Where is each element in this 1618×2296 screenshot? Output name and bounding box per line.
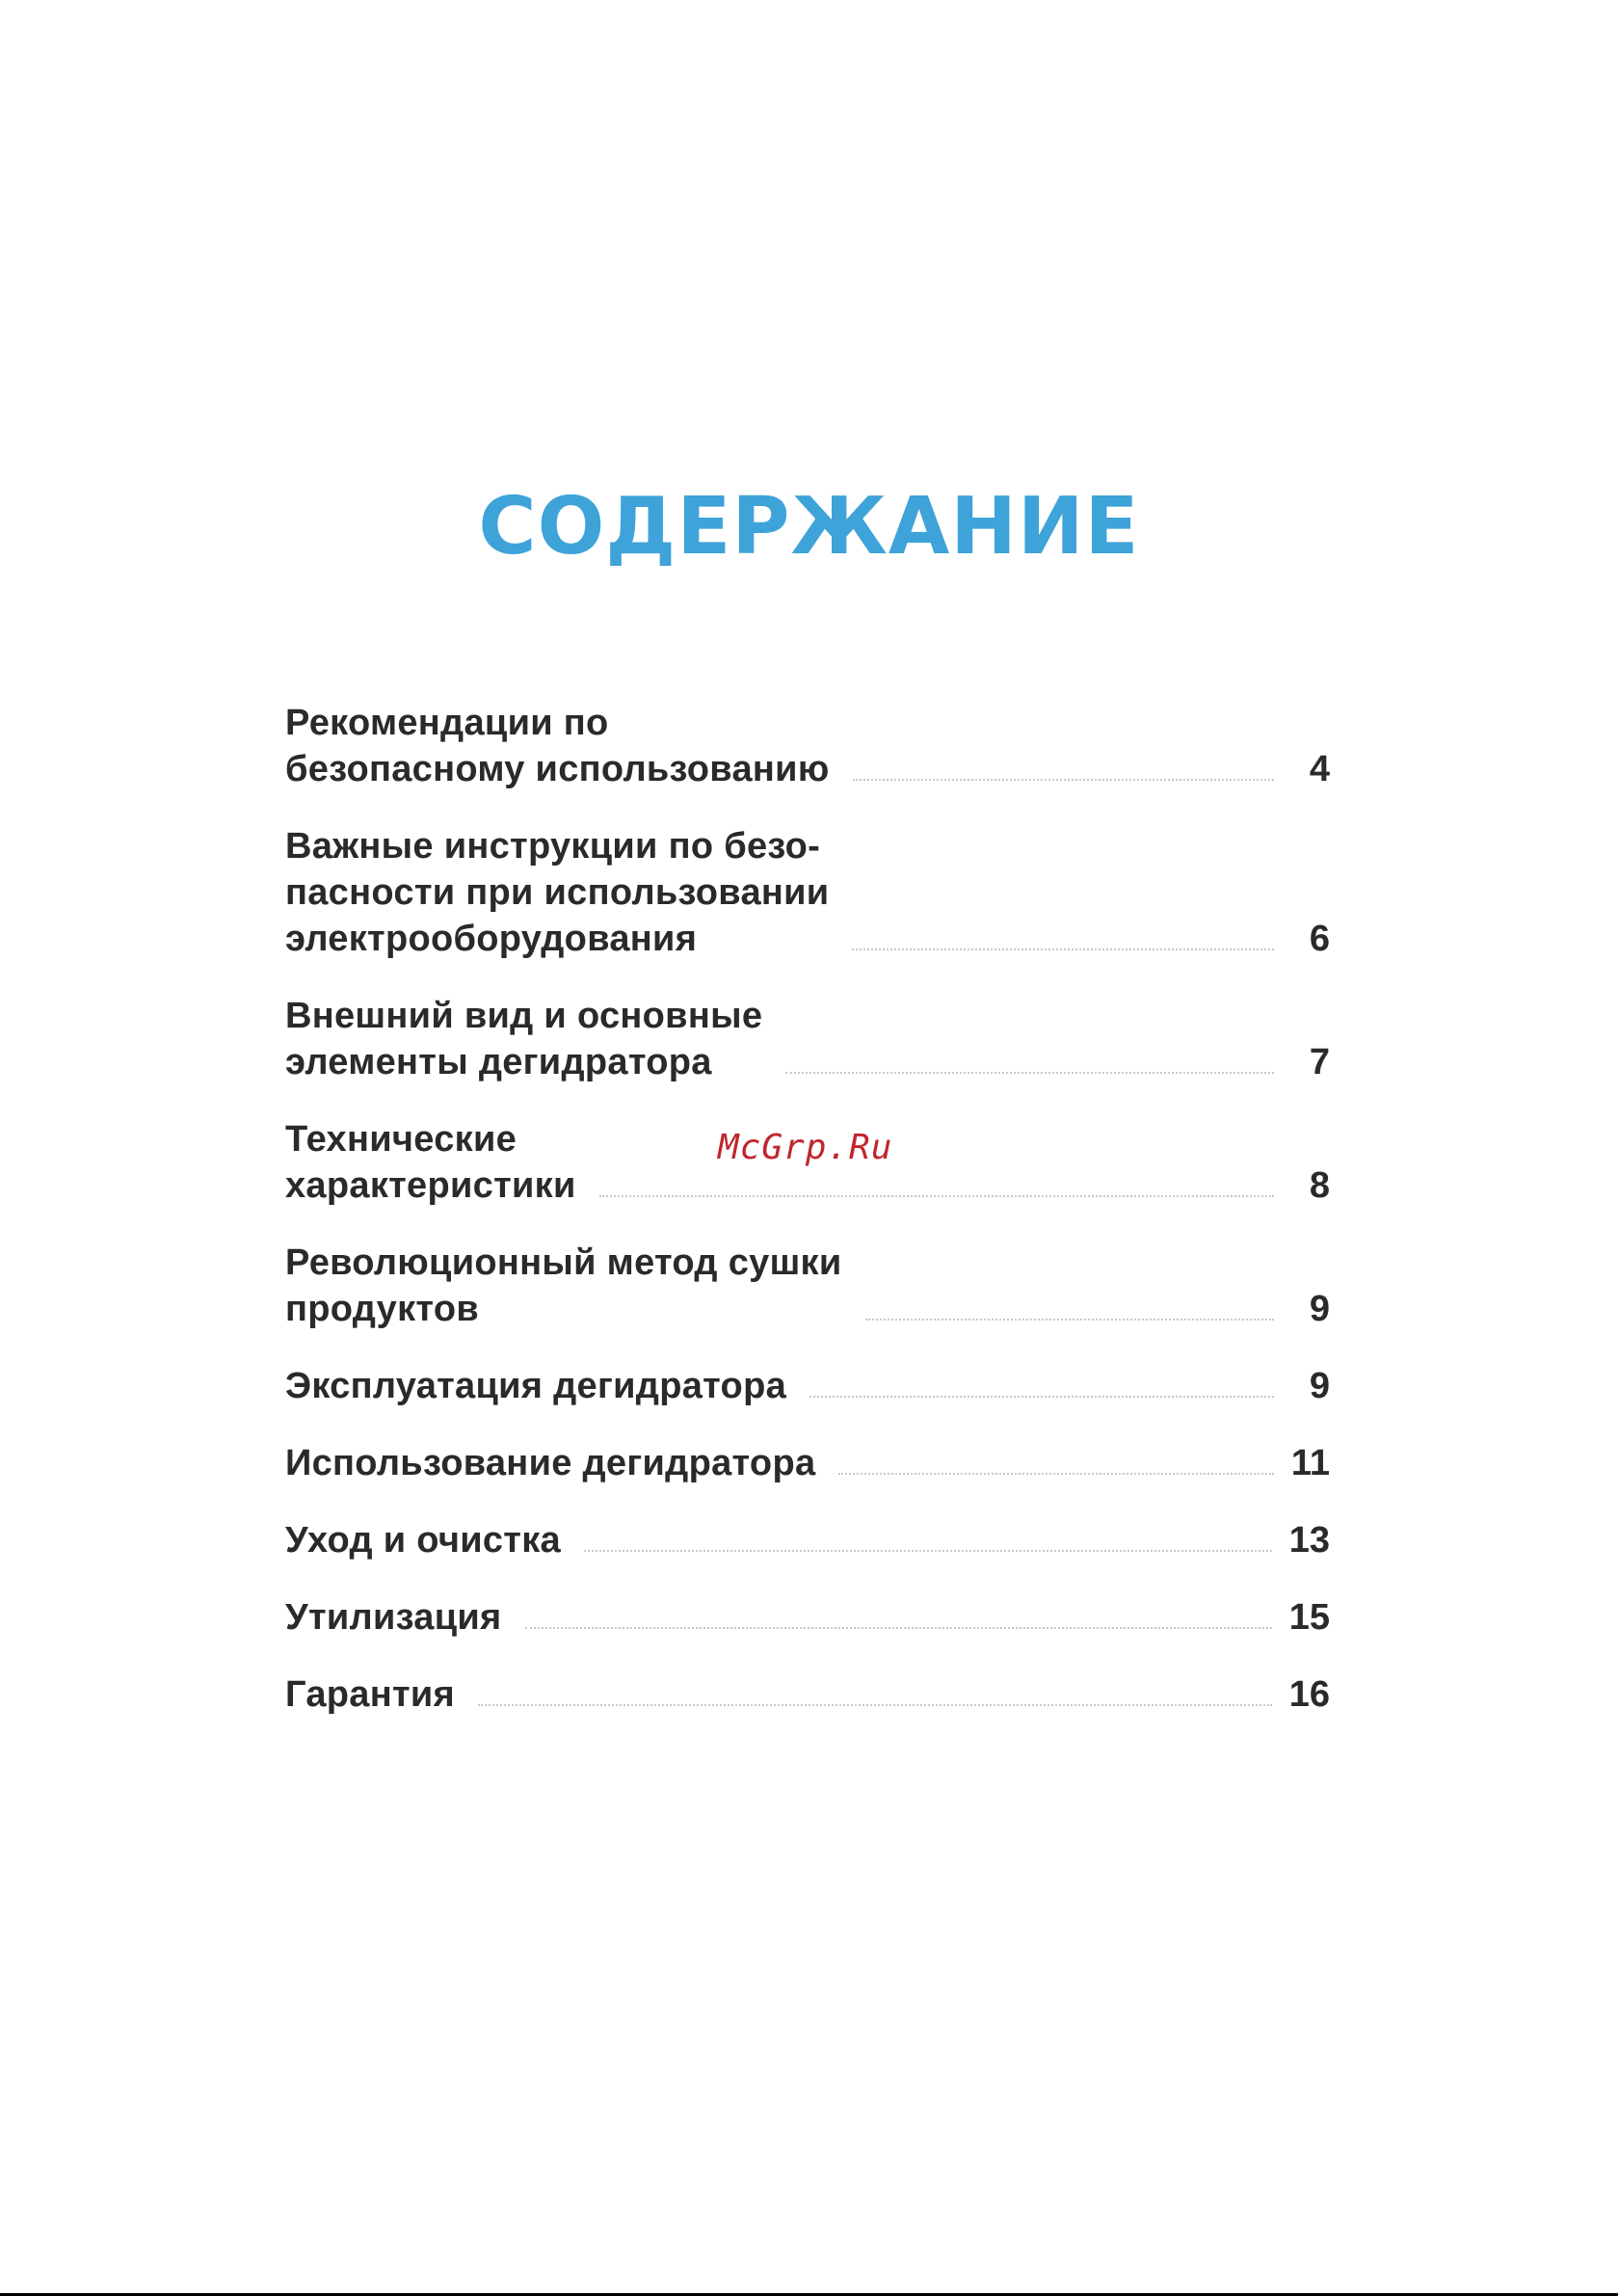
toc-entry-title: Технические характеристики xyxy=(285,1119,576,1206)
toc-entry-electrical-safety[interactable] xyxy=(285,823,1330,962)
toc-entry-care-cleaning[interactable] xyxy=(285,1517,1330,1563)
toc-entry-page: 4 xyxy=(1309,749,1330,789)
toc-dot-leader xyxy=(525,1627,1272,1629)
toc-entry-page: 9 xyxy=(1309,1366,1330,1406)
toc-entry-page: 16 xyxy=(1288,1674,1330,1715)
toc-entry-title: Использование дегидратора xyxy=(285,1443,816,1483)
toc-entry-disposal[interactable] xyxy=(285,1594,1330,1641)
watermark-text: McGrp.Ru xyxy=(718,1128,893,1167)
toc-entry-page: 9 xyxy=(1309,1289,1330,1329)
toc-entry-operation[interactable] xyxy=(285,1363,1330,1409)
toc-entry-page: 8 xyxy=(1309,1165,1330,1206)
toc-entry-page: 11 xyxy=(1290,1443,1330,1483)
toc-entry-page: 7 xyxy=(1309,1042,1330,1082)
toc-dot-leader xyxy=(865,1319,1274,1321)
toc-entry-title: Уход и очистка xyxy=(285,1520,561,1561)
toc-dot-leader xyxy=(785,1072,1274,1074)
toc-entry-usage[interactable] xyxy=(285,1440,1330,1486)
toc-entry-title: Утилизация xyxy=(285,1597,502,1638)
toc-entry-title: Внешний вид и основные элементы дегидратора xyxy=(285,996,763,1082)
toc-dot-leader xyxy=(852,948,1274,950)
toc-entry-title: Рекомендации по безопасному использованию xyxy=(285,703,830,789)
toc-dot-leader xyxy=(584,1550,1272,1552)
toc-entry-title: Важные инструкции по безо- пасности при использовании электрооборудования xyxy=(285,826,830,959)
toc-entry-page: 6 xyxy=(1309,919,1330,959)
toc-dot-leader xyxy=(809,1396,1274,1398)
toc-entry-title: Эксплуатация дегидратора xyxy=(285,1366,787,1406)
toc-entry-title: Гарантия xyxy=(285,1674,456,1715)
toc-entry-page: 13 xyxy=(1288,1520,1330,1561)
toc-entry-title: Революционный метод сушки продуктов xyxy=(285,1242,842,1329)
toc-entry-appearance-elements[interactable] xyxy=(285,993,1330,1085)
toc-entry-page: 15 xyxy=(1288,1597,1330,1638)
toc-entry-drying-method[interactable] xyxy=(285,1240,1330,1332)
toc-entry-safety-recommendations[interactable] xyxy=(285,700,1330,792)
toc-dot-leader xyxy=(599,1195,1274,1197)
page-title: СОДЕРЖАНИЕ xyxy=(478,481,1140,573)
toc-dot-leader xyxy=(478,1704,1272,1706)
table-of-contents xyxy=(285,700,1330,1718)
toc-dot-leader xyxy=(838,1473,1273,1475)
toc-dot-leader xyxy=(853,779,1274,781)
toc-entry-warranty[interactable] xyxy=(285,1671,1330,1718)
